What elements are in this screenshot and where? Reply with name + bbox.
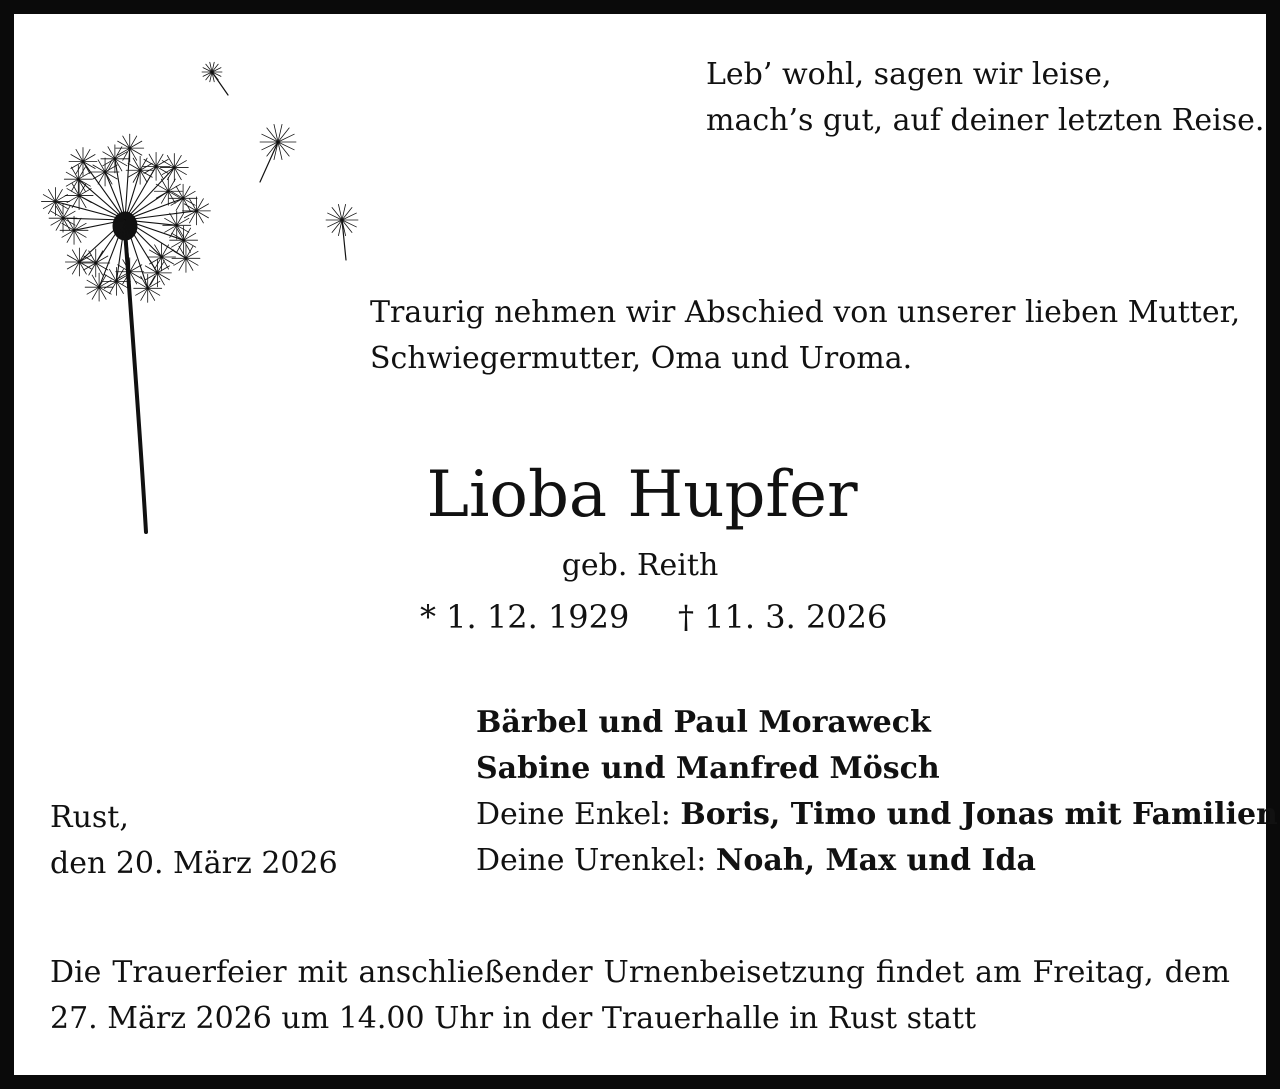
place-date (50, 795, 338, 887)
great-grandchildren-label: Deine Urenkel: (476, 843, 716, 878)
poem-line-1: Leb’ wohl, sagen wir leise, (706, 57, 1112, 92)
poem (706, 52, 1264, 144)
place: Rust, (50, 800, 129, 835)
farewell-line-2: Schwiegermutter, Oma und Uroma. (370, 341, 913, 376)
great-grandchildren-line (476, 838, 1278, 884)
farewell-line-1: Traurig nehmen wir Abschied von unserer lieben Mutter, (370, 295, 1241, 330)
deceased-name-block (0, 455, 1280, 535)
birth-date: * 1. 12. 1929 (420, 598, 630, 636)
great-grandchildren-names: Noah, Max und Ida (715, 843, 1036, 878)
mourner-line-1: Bärbel und Paul Moraweck (476, 705, 931, 740)
poem-line-2: mach’s gut, auf deiner letzten Reise. (706, 103, 1265, 138)
deceased-name: Lioba Hupfer (426, 458, 858, 532)
farewell-text (370, 290, 1240, 382)
grandchildren-label: Deine Enkel: (476, 797, 681, 832)
maiden-name: geb. Reith (561, 548, 719, 583)
mourner-line-2: Sabine und Manfred Mösch (476, 751, 940, 786)
mourners (476, 700, 1278, 884)
death-date: † 11. 3. 2026 (678, 598, 888, 636)
grandchildren-names: Boris, Timo und Jonas mit Familien (680, 797, 1278, 832)
maiden-name-block (0, 544, 1280, 588)
funeral-service-info (50, 950, 1230, 1042)
notice-date: den 20. März 2026 (50, 846, 338, 881)
service-line-1: Die Trauerfeier mit anschließender Urnenbeisetzung findet am Freitag, dem (50, 955, 1230, 990)
service-line-2: 27. März 2026 um 14.00 Uhr in der Trauerhalle in Rust statt (50, 1001, 977, 1036)
grandchildren-line (476, 792, 1278, 838)
